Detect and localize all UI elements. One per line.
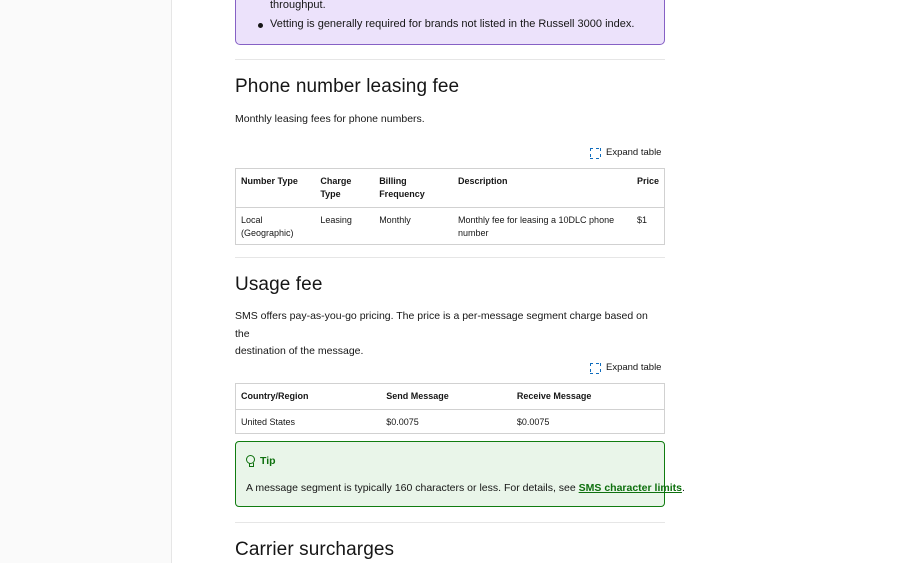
column-header-send-message: Send Message (386, 391, 449, 401)
heading-phone-number-leasing-fee: Phone number leasing fee (235, 76, 460, 97)
cell-price: $1 (636, 215, 647, 225)
left-rail (0, 0, 172, 563)
usage-description: SMS offers pay-as-you-go pricing. The price is a per-message segment charge based on the destination of the message. (235, 310, 648, 357)
tip-title (246, 455, 276, 467)
note-text-line: throughput. (270, 0, 326, 11)
tip-title-label: Tip (260, 455, 276, 467)
leasing-description: Monthly leasing fees for phone numbers. (235, 113, 425, 125)
note-callout (235, 0, 665, 45)
column-header-description: Description (457, 176, 508, 186)
table-row (236, 410, 665, 434)
column-header-billing-frequency: Billing Frequency (379, 176, 425, 199)
cell-country-region: United States (241, 417, 296, 427)
table-header-row (236, 169, 665, 208)
cell-number-type: Local (Geographic) (241, 215, 294, 238)
sms-character-limits-link[interactable]: SMS character limits (578, 482, 682, 494)
tip-text: A message segment is typically 160 characters or less. For details, see SMS character limits. (246, 482, 685, 494)
column-header-price: Price (636, 176, 659, 186)
cell-receive-message: $0.0075 (516, 417, 550, 427)
column-header-receive-message: Receive Message (516, 391, 592, 401)
expand-table-label: Expand table (606, 362, 662, 373)
heading-usage-fee: Usage fee (235, 274, 323, 295)
section-divider (235, 59, 665, 60)
column-header-charge-type: Charge Type (320, 176, 352, 199)
table-row (236, 208, 665, 245)
expand-table-label: Expand table (606, 147, 662, 158)
cell-billing-frequency: Monthly (379, 215, 411, 225)
table-header-row (236, 384, 665, 410)
expand-table-button-usage[interactable] (590, 362, 661, 373)
expand-icon (590, 148, 599, 157)
section-divider (235, 257, 665, 258)
expand-icon (590, 363, 599, 372)
note-list-item: Vetting is generally required for brands not listed in the Russell 3000 index. (256, 18, 634, 30)
cell-charge-type: Leasing (320, 215, 352, 225)
expand-table-button-leasing[interactable] (590, 147, 661, 158)
section-divider (235, 522, 665, 523)
usage-fee-table (235, 383, 665, 434)
column-header-country-region: Country/Region (241, 391, 309, 401)
cell-description: Monthly fee for leasing a 10DLC phone number (457, 215, 615, 238)
leasing-fee-table (235, 168, 665, 245)
heading-carrier-surcharges: Carrier surcharges (235, 539, 395, 560)
lightbulb-icon (246, 455, 255, 467)
cell-send-message: $0.0075 (386, 417, 419, 427)
note-list (256, 18, 634, 30)
tip-callout (235, 441, 685, 507)
column-header-number-type: Number Type (241, 176, 298, 186)
